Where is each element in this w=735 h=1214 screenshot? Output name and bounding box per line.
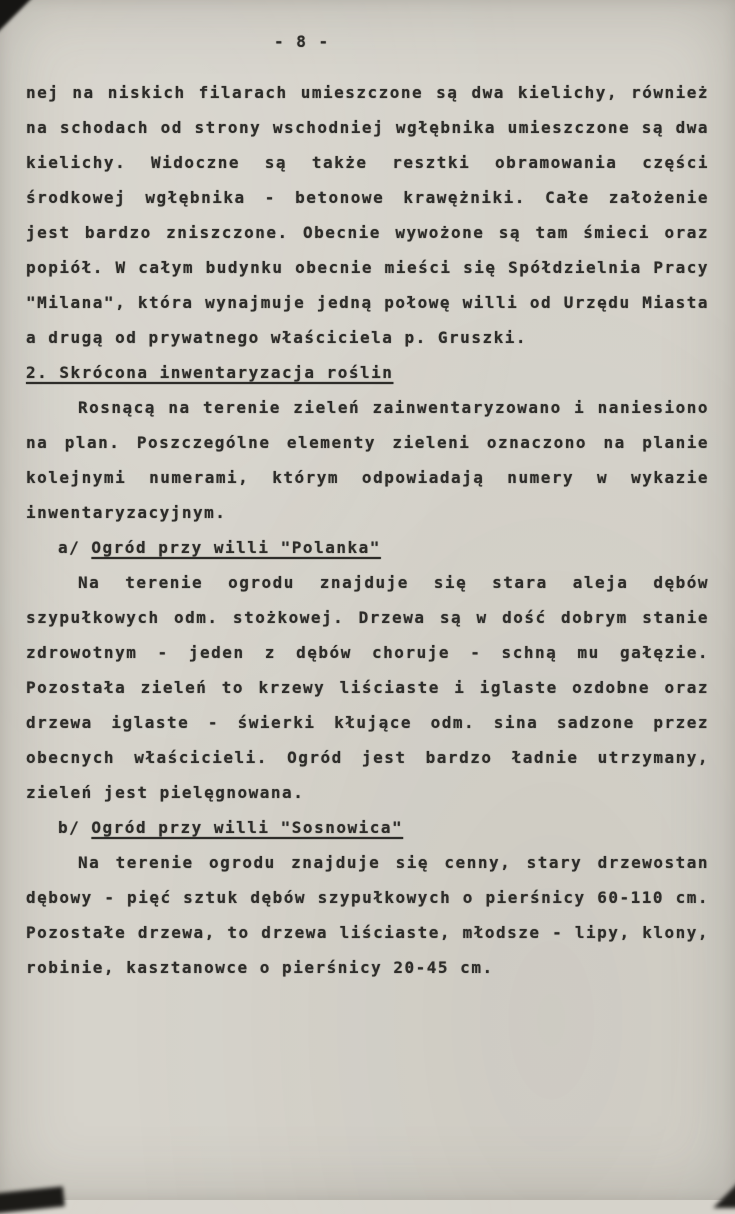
subsection-heading-a bbox=[58, 530, 709, 565]
body-paragraph-4: Na terenie ogrodu znajduje się cenny, stary drzewostan dębowy - pięć sztuk dębów szypułkowych o pierśnicy 60-110 cm. Pozostałe drzewa, to drzewa liściaste, młodsze - lipy, klony, robinie, kasztanowce o pierśnicy 20-45 cm. bbox=[26, 853, 709, 977]
subsection-heading-b bbox=[58, 810, 709, 845]
scan-artifact-top-left-corner bbox=[0, 0, 38, 38]
body-paragraph-1: nej na niskich filarach umieszczone są dwa kielichy, również na schodach od strony wschodniej wgłębnika umieszczone są dwa kielichy. Widoczne są także resztki obramowania części środkowej wgłębnika - betonowe krawężniki. Całe założenie jest bardzo zniszczone. Obecnie wywożone są tam śmieci oraz popiół. W całym budynku obecnie mieści się Spółdzielnia Pracy "Milana", która wynajmuje jedną połowę willi od Urzędu Miasta a drugą od prywatnego właściciela p. Gruszki. bbox=[26, 83, 709, 347]
body-paragraph-2: Rosnącą na terenie zieleń zainwentaryzowano i naniesiono na plan. Poszczególne elementy zieleni oznaczono na planie kolejnymi numerami, którym odpowiadają numery w wykazie inwentaryzacyjnym. bbox=[26, 398, 709, 522]
subsection-b-prefix: b/ bbox=[58, 818, 81, 837]
scan-artifact-bottom-right-corner bbox=[713, 1178, 735, 1208]
section-heading: 2. Skrócona inwentaryzacja roślin bbox=[26, 363, 394, 382]
page-number: - 8 - bbox=[274, 32, 330, 51]
subsection-b-title: Ogród przy willi "Sosnowica" bbox=[91, 818, 404, 837]
subsection-a-prefix: a/ bbox=[58, 538, 81, 557]
body-paragraph-3: Na terenie ogrodu znajduje się stara aleja dębów szypułkowych odm. stożkowej. Drzewa są w dość dobrym stanie zdrowotnym - jeden z dębów choruje - schną mu gałęzie. Pozostała zieleń to krzewy liściaste i iglaste ozdobne oraz drzewa iglaste - świerki kłujące odm. sina sadzone przez obecnych właścicieli. Ogród jest bardzo ładnie utrzymany, zieleń jest pielęgnowana. bbox=[26, 573, 709, 802]
subsection-a-title: Ogród przy willi "Polanka" bbox=[91, 538, 381, 557]
